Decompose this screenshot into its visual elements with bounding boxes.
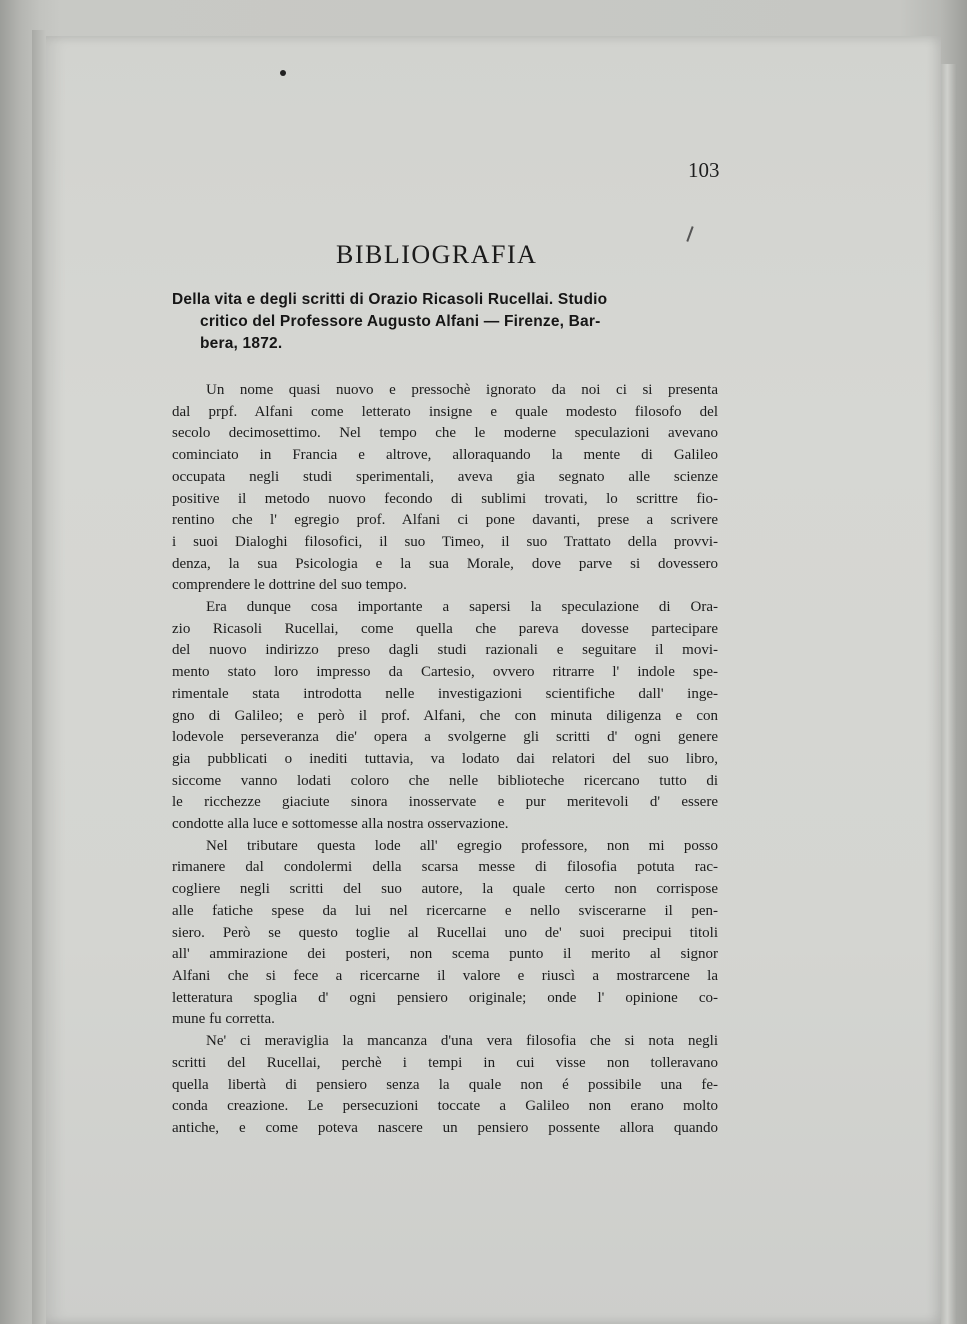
body-line: siccome vanno lodati coloro che nelle biblioteche ricercano tutto di [172,772,718,789]
body-line: Ne' ci meraviglia la mancanza d'una vera filosofia che si nota negli [206,1033,718,1050]
body-line: secolo decimosettimo. Nel tempo che le moderne speculazioni avevano [172,425,718,442]
body-line: lodevole perseveranza die' opera a svolgerne gli scritti d' ogni genere [172,729,718,746]
body-line: occupata negli studi sperimentali, aveva gia segnato alle scienze [172,468,718,485]
body-line: del nuovo indirizzo preso dagli studi razionali e seguitare il movi- [172,642,718,659]
body-line: quella libertà di pensiero senza la quale non é possibile una fe- [172,1076,718,1093]
body-line: mento stato loro impresso da Cartesio, ovvero ritrarre l' indole spe- [172,664,718,681]
body-line: all' ammirazione dei posteri, non scema punto il merito al signor [172,946,718,963]
review-heading [172,289,718,355]
body-line: cogliere negli scritti del suo autore, la quale certo non corrispose [172,881,718,898]
body-line: le ricchezze giaciute sinora inosservate e pur meritevoli d' essere [172,794,718,811]
body-line: Nel tributare questa lode all' egregio professore, non mi posso [206,837,718,854]
body-line: conda creazione. Le persecuzioni toccate a Galileo non erano molto [172,1098,718,1115]
body-line: mune fu corretta. [172,1011,275,1028]
body-line: positive il metodo nuovo fecondo di sublimi trovati, lo scrittre fio- [172,490,718,507]
page-edge-right [941,64,957,1324]
body-line: condotte alla luce e sottomesse alla nostra osservazione. [172,816,509,833]
body-line: Alfani che si fece a ricercarne il valore e riuscì a mostrarcene la [172,967,718,984]
body-line: Un nome quasi nuovo e pressochè ignorato da noi ci si presenta [206,382,718,398]
body-line: cominciato in Francia e altrove, alloraquando la mente di Galileo [172,447,718,464]
body-line: denza, la sua Psicologia e la sua Morale, dove parve si dovessero [172,555,718,572]
body-line: gia pubblicati o inediti tuttavia, va lodato dai relatori del suo libro, [172,750,718,767]
page-number: 103 [688,158,720,182]
body-line: scritti del Rucellai, perchè i tempi in cui visse non tolleravano [172,1054,718,1071]
body-line: rimanere dal condolermi della scarsa messe di filosofia potuta rac- [172,859,718,876]
body-line: rimentale stata introdotta nelle investigazioni scientifiche dall' inge- [172,685,718,702]
body-line: comprendere le dottrine del suo tempo. [172,577,407,594]
body-line: siero. Però se questo toglie al Rucellai uno de' suoi precipui titoli [172,924,718,941]
section-title: BIBLIOGRAFIA [336,240,538,269]
ink-dot [280,70,286,76]
body-line: dal prpf. Alfani come letterato insigne e quale modesto filosofo del [172,403,718,420]
body-line: rentino che l' egregio prof. Alfani ci pone davanti, prese a scrivere [172,512,718,529]
body-line: zio Ricasoli Rucellai, come quella che pareva dovesse partecipare [172,620,718,637]
body-line: alle fatiche spese da lui nel ricercarne e nello sviscerarne il pen- [172,902,718,919]
body-line: letteratura spoglia d' ogni pensiero originale; onde l' opinione co- [172,989,718,1006]
heading-line: Della vita e degli scritti di Orazio Ricasoli Rucellai. Studio [172,291,608,308]
page-edge-left [32,30,46,1324]
body-text [172,380,718,1140]
body-line: i suoi Dialoghi filosofici, il suo Timeo, il suo Trattato della provvi- [172,533,718,550]
heading-line: critico del Professore Augusto Alfani — Firenze, Bar- [200,313,601,330]
body-line: Era dunque cosa importante a sapersi la speculazione di Ora- [206,599,718,616]
body-line: antiche, e come poteva nascere un pensiero possente allora quando [172,1119,718,1136]
body-line: gno di Galileo; e però il prof. Alfani, che con minuta diligenza e con [172,707,718,724]
heading-line: bera, 1872. [200,335,283,352]
